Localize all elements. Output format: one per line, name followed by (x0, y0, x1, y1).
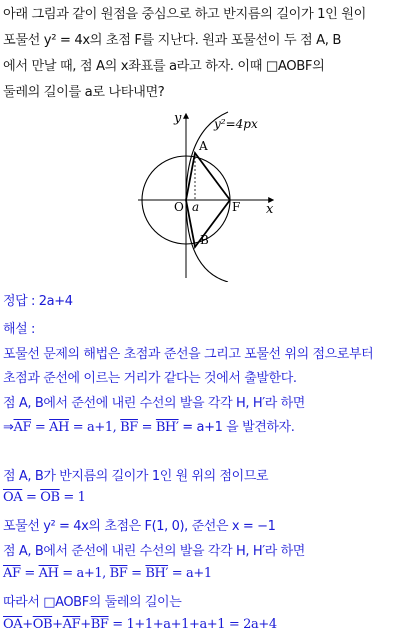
solution-header: 해설 : (3, 322, 36, 337)
y-axis-label: y (174, 111, 182, 126)
plus-sign: + (52, 617, 63, 632)
segment-BH-prime: BH′ (155, 420, 179, 435)
eq-sign: = (20, 566, 39, 581)
parabola (186, 112, 228, 282)
segment-BH-prime: BH′ (145, 566, 169, 581)
segment-BF: $\overline{BF}$ (90, 617, 109, 632)
solution-line-8: 점 A, B에서 준선에 내린 수선의 발을 각각 H, H′라 하면 (3, 544, 305, 559)
point-B-label: B (200, 233, 209, 247)
point-F-label: F (232, 200, 241, 214)
problem-text (3, 2, 397, 106)
answer-line: 정답 : 2a+4 (3, 294, 73, 309)
segment-AH: $\overline{AH}$ (38, 566, 59, 581)
solution-line-4 (3, 416, 399, 435)
segment-OA: $\overline{OA}$ (3, 490, 23, 505)
eq-value: = a+1, (69, 420, 121, 435)
point-A-label: A (199, 139, 208, 153)
curve-label: y²=4px (214, 117, 258, 131)
segment-AF: $\overline{AF}$ (3, 566, 21, 581)
eq-sign: = (127, 566, 146, 581)
segment-AF: $\overline{AF}$ (13, 420, 32, 435)
problem-line-1: 아래 그림과 같이 원점을 중심으로 하고 반지름의 길이가 1인 원이 (3, 7, 366, 22)
eq-sign: = (137, 420, 156, 435)
segment-AF: $\overline{AF}$ (62, 617, 81, 632)
segment-OA: $\overline{OA}$ (3, 617, 23, 632)
eq-value: = a+1, (58, 566, 110, 581)
plus-sign: + (80, 617, 91, 632)
x-axis-label: x (266, 202, 274, 217)
eq-value: = 1 (59, 490, 86, 505)
solution-line-5: 점 A, B가 반지름의 길이가 1인 원 위의 점이므로 (3, 469, 269, 484)
segment-OB: $\overline{OB}$ (40, 490, 60, 505)
solution-line-1: 포물선 문제의 해법은 초점과 준선을 그리고 포물선 위의 점으로부터 (3, 347, 374, 362)
eq-value: = a+1 (168, 566, 212, 581)
solution-line-7: 포물선 y² = 4x의 초점은 F(1, 0), 준선은 x = −1 (3, 519, 276, 534)
solution-line-9 (3, 566, 399, 581)
implies-arrow: ⇒ (3, 420, 14, 435)
segment-BF: $\overline{BF}$ (120, 420, 138, 435)
solution-line-6 (3, 490, 399, 505)
point-a-label: a (192, 200, 200, 214)
eq-sign: = (22, 490, 41, 505)
segment-AH: $\overline{AH}$ (49, 420, 70, 435)
solution-line-2: 초점과 준선에 이르는 거리가 같다는 것에서 출발한다. (3, 371, 297, 386)
problem-line-4: 둘레의 길이를 a로 나타내면? (3, 85, 165, 100)
solution-line-3: 점 A, B에서 준선에 내린 수선의 발을 각각 H, H′라 하면 (3, 396, 305, 411)
perimeter-result: = 1+1+a+1+a+1 = 2a+4 (108, 617, 277, 632)
problem-line-2: 포물선 y² = 4x의 초점 F를 지난다. 원과 포물선이 두 점 A, B (3, 33, 341, 48)
eq-sign: = (31, 420, 50, 435)
plus-sign: + (22, 617, 33, 632)
solution-line-10: 따라서 □AOBF의 둘레의 길이는 (3, 595, 182, 610)
segment-OB: $\overline{OB}$ (32, 617, 53, 632)
solution-line-11 (3, 617, 399, 632)
problem-line-3: 에서 만날 때, 점 A의 x좌표를 a라고 하자. 이때 □AOBF의 (3, 59, 325, 74)
segment-BF: $\overline{BF}$ (109, 566, 128, 581)
point-O-label: O (174, 200, 184, 214)
parabola-circle-figure (138, 110, 278, 282)
eq-tail: = a+1 을 발견하자. (178, 420, 295, 435)
